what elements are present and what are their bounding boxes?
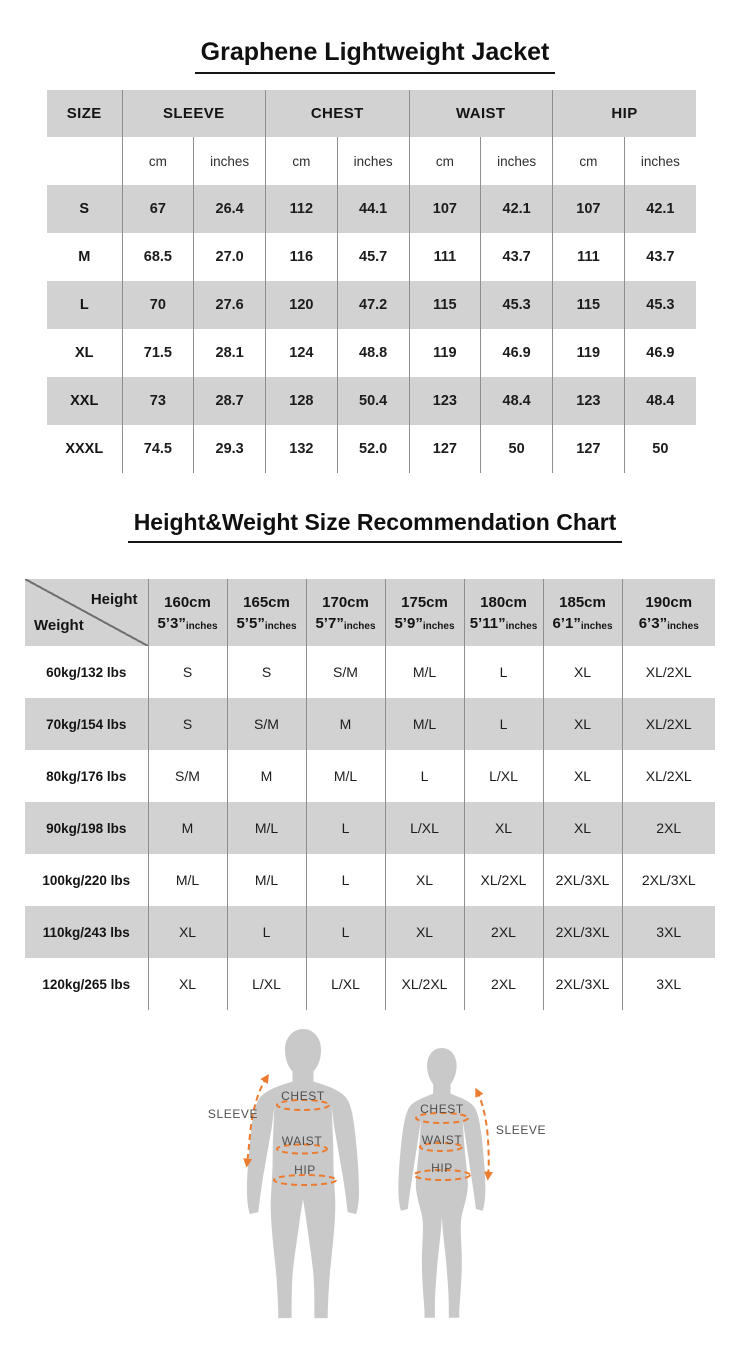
group-header-hip: HIP — [553, 90, 697, 137]
measurement-cell: 128 — [266, 377, 338, 425]
measurement-cell: 115 — [409, 281, 481, 329]
size-recommendation-cell: 2XL/3XL — [543, 906, 622, 958]
size-row-label: S — [47, 185, 122, 233]
size-recommendation-cell: L — [306, 906, 385, 958]
measurement-cell: 119 — [409, 329, 481, 377]
height-unit-label: inches — [505, 620, 538, 632]
recommendation-chart-title: Height&Weight Size Recommendation Chart — [0, 509, 750, 543]
size-recommendation-cell: S/M — [306, 646, 385, 698]
measurement-cell: 124 — [266, 329, 338, 377]
height-header-cell — [464, 579, 543, 646]
size-table-group-header-row — [47, 90, 696, 137]
height-ft-value: 5’7” — [315, 614, 344, 632]
weight-row-label: 70kg/154 lbs — [25, 698, 148, 750]
size-recommendation-cell: XL/2XL — [622, 698, 715, 750]
size-table-row — [47, 281, 696, 329]
measurement-cell: 71.5 — [122, 329, 194, 377]
size-recommendation-cell: S — [148, 698, 227, 750]
unit-header-cm: cm — [266, 137, 338, 185]
size-recommendation-cell: L — [464, 698, 543, 750]
recommendation-header-row — [25, 579, 715, 646]
measurement-cell: 73 — [122, 377, 194, 425]
measurement-cell: 48.4 — [624, 377, 696, 425]
measurement-cell: 43.7 — [624, 233, 696, 281]
measurement-cell: 44.1 — [337, 185, 409, 233]
measurement-cell: 74.5 — [122, 425, 194, 473]
size-row-label: XXL — [47, 377, 122, 425]
size-table-row — [47, 185, 696, 233]
measurement-figures — [0, 1020, 750, 1358]
measurement-cell: 28.1 — [194, 329, 266, 377]
height-unit-label: inches — [580, 620, 613, 632]
unit-header-inches: inches — [624, 137, 696, 185]
measurement-cell: 67 — [122, 185, 194, 233]
weight-row-label: 100kg/220 lbs — [42, 872, 131, 888]
measurement-cell: 115 — [553, 281, 625, 329]
height-axis-label: Height — [90, 591, 138, 608]
recommendation-table — [25, 579, 715, 1010]
group-header-chest: CHEST — [266, 90, 410, 137]
height-ft-value: 6’3” — [638, 614, 668, 632]
size-recommendation-cell: XL — [543, 646, 622, 698]
height-ft-value: 5’5” — [236, 614, 265, 632]
measurement-cell: 116 — [266, 233, 338, 281]
size-recommendation-cell: XL — [543, 750, 622, 802]
height-cm-value: 190cm — [645, 593, 693, 611]
female-silhouette — [398, 1048, 485, 1318]
recommendation-row — [25, 802, 715, 854]
size-recommendation-cell: M — [306, 698, 385, 750]
measurement-cell: 50.4 — [337, 377, 409, 425]
size-recommendation-cell: 2XL/3XL — [543, 854, 622, 906]
measurement-cell: 127 — [409, 425, 481, 473]
height-ft-line — [228, 615, 306, 632]
height-ft-line — [149, 615, 227, 632]
height-header-cell — [306, 579, 385, 646]
size-recommendation-cell: 2XL — [464, 906, 543, 958]
height-unit-label: inches — [343, 620, 376, 632]
size-table-unit-header-row — [47, 137, 696, 185]
size-recommendation-cell: L/XL — [306, 958, 385, 1010]
measurement-cell: 48.4 — [481, 377, 553, 425]
measurement-cell: 46.9 — [624, 329, 696, 377]
measurement-cell: 43.7 — [481, 233, 553, 281]
size-recommendation-cell: M — [148, 802, 227, 854]
measurement-cell: 70 — [122, 281, 194, 329]
units-spacer — [47, 137, 122, 185]
female-chest-label: CHEST — [420, 1102, 464, 1116]
measurement-cell: 26.4 — [194, 185, 266, 233]
height-cm-value: 170cm — [322, 593, 369, 611]
measurement-cell: 28.7 — [194, 377, 266, 425]
measurement-cell: 119 — [553, 329, 625, 377]
height-cm-value: 160cm — [164, 593, 211, 611]
size-recommendation-cell: 2XL/3XL — [543, 958, 622, 1010]
size-table-row — [47, 377, 696, 425]
female-sleeve-label: SLEEVE — [495, 1123, 547, 1137]
measurement-cell: 46.9 — [481, 329, 553, 377]
height-cm-value: 185cm — [559, 593, 606, 611]
measurement-cell: 120 — [266, 281, 338, 329]
measurement-cell: 29.3 — [194, 425, 266, 473]
height-ft-line — [623, 615, 716, 632]
height-unit-label: inches — [264, 620, 297, 632]
measurement-cell: 111 — [553, 233, 625, 281]
height-header-cell — [227, 579, 306, 646]
size-recommendation-cell: XL — [385, 854, 464, 906]
size-recommendation-cell: XL/2XL — [385, 958, 464, 1010]
size-recommendation-cell: S — [227, 646, 306, 698]
measurement-cell: 107 — [409, 185, 481, 233]
measurement-cell: 127 — [553, 425, 625, 473]
recommendation-row — [25, 906, 715, 958]
size-recommendation-cell: M/L — [227, 854, 306, 906]
size-recommendation-cell: M/L — [385, 646, 464, 698]
measurement-cell: 123 — [409, 377, 481, 425]
height-cm-value: 175cm — [401, 593, 448, 611]
height-unit-label: inches — [422, 620, 455, 632]
size-row-label: L — [47, 281, 122, 329]
size-table-row — [47, 233, 696, 281]
size-recommendation-cell: 3XL — [622, 958, 715, 1010]
size-recommendation-cell: XL — [543, 802, 622, 854]
size-table-row — [47, 425, 696, 473]
size-recommendation-cell: XL — [148, 906, 227, 958]
height-ft-value: 6’1” — [552, 614, 581, 632]
size-recommendation-cell: XL — [385, 906, 464, 958]
height-unit-label: inches — [185, 620, 218, 632]
recommendation-row — [25, 958, 715, 1010]
group-header-waist: WAIST — [409, 90, 553, 137]
size-recommendation-cell: 3XL — [622, 906, 715, 958]
height-header-cell — [148, 579, 227, 646]
height-weight-corner-cell — [25, 579, 148, 646]
unit-header-cm: cm — [122, 137, 194, 185]
size-recommendation-cell: L — [385, 750, 464, 802]
size-recommendation-cell: 2XL — [464, 958, 543, 1010]
male-hip-label: HIP — [294, 1163, 316, 1177]
measurement-cell: 111 — [409, 233, 481, 281]
size-table-row — [47, 329, 696, 377]
size-recommendation-cell: 2XL/3XL — [622, 854, 715, 906]
size-recommendation-cell: L/XL — [227, 958, 306, 1010]
size-recommendation-cell: M/L — [385, 698, 464, 750]
measurement-cell: 27.0 — [194, 233, 266, 281]
recommendation-row — [25, 698, 715, 750]
measurement-cell: 107 — [553, 185, 625, 233]
measurement-cell: 52.0 — [337, 425, 409, 473]
measurement-cell: 48.8 — [337, 329, 409, 377]
size-recommendation-cell: M/L — [306, 750, 385, 802]
male-waist-label: WAIST — [281, 1134, 323, 1148]
height-header-cell — [622, 579, 715, 646]
unit-header-inches: inches — [337, 137, 409, 185]
unit-header-cm: cm — [409, 137, 481, 185]
height-ft-line — [386, 615, 464, 632]
height-ft-value: 5’9” — [394, 614, 423, 632]
female-waist-label: WAIST — [421, 1133, 463, 1147]
height-cm-value: 165cm — [243, 593, 290, 611]
size-recommendation-cell: M — [227, 750, 306, 802]
measurement-cell: 42.1 — [481, 185, 553, 233]
size-recommendation-cell: L/XL — [385, 802, 464, 854]
weight-row-label: 80kg/176 lbs — [46, 768, 127, 784]
height-ft-value: 5’3” — [157, 614, 186, 632]
measurement-cell: 42.1 — [624, 185, 696, 233]
size-row-label: M — [78, 249, 91, 265]
recommendation-row — [25, 750, 715, 802]
male-sleeve-label: SLEEVE — [207, 1107, 259, 1121]
size-recommendation-cell: XL/2XL — [622, 646, 715, 698]
unit-header-inches: inches — [481, 137, 553, 185]
measurement-cell: 68.5 — [122, 233, 194, 281]
measurement-cell: 47.2 — [337, 281, 409, 329]
measurement-cell: 123 — [553, 377, 625, 425]
unit-header-inches: inches — [194, 137, 266, 185]
height-ft-line — [465, 615, 543, 632]
size-recommendation-cell: S — [148, 646, 227, 698]
weight-row-label: 120kg/265 lbs — [42, 976, 131, 992]
measurement-cell: 45.3 — [624, 281, 696, 329]
unit-header-cm: cm — [553, 137, 625, 185]
measurement-cell: 112 — [266, 185, 338, 233]
measurement-cell: 50 — [624, 425, 696, 473]
measurement-cell: 45.3 — [481, 281, 553, 329]
size-recommendation-cell: L/XL — [464, 750, 543, 802]
size-recommendation-cell: 2XL — [622, 802, 715, 854]
height-ft-line — [544, 615, 622, 632]
size-chart-title: Graphene Lightweight Jacket — [0, 38, 750, 74]
weight-row-label: 60kg/132 lbs — [46, 664, 127, 680]
group-header-sleeve: SLEEVE — [122, 90, 266, 137]
size-recommendation-cell: L — [306, 854, 385, 906]
recommendation-row — [25, 854, 715, 906]
height-header-cell — [385, 579, 464, 646]
recommendation-row — [25, 646, 715, 698]
size-column-header: SIZE — [47, 90, 122, 137]
female-hip-label: HIP — [431, 1161, 453, 1175]
weight-row-label: 110kg/243 lbs — [25, 906, 148, 958]
height-ft-value: 5’11” — [469, 614, 506, 632]
height-unit-label: inches — [667, 620, 699, 632]
size-recommendation-cell: XL/2XL — [622, 750, 715, 802]
measurement-cell: 27.6 — [194, 281, 266, 329]
weight-row-label: 90kg/198 lbs — [25, 802, 148, 854]
size-recommendation-cell: L — [464, 646, 543, 698]
size-recommendation-cell: M/L — [227, 802, 306, 854]
size-row-label: XL — [74, 345, 94, 361]
measurement-cell: 50 — [481, 425, 553, 473]
size-recommendation-cell: XL — [464, 802, 543, 854]
size-recommendation-cell: M/L — [148, 854, 227, 906]
size-row-label: XXXL — [65, 441, 104, 457]
weight-axis-label: Weight — [34, 617, 84, 634]
size-recommendation-cell: S/M — [148, 750, 227, 802]
size-recommendation-cell: XL — [148, 958, 227, 1010]
height-cm-value: 180cm — [480, 593, 527, 611]
height-ft-line — [307, 615, 385, 632]
height-header-cell — [543, 579, 622, 646]
size-table — [47, 90, 696, 473]
size-recommendation-cell: S/M — [227, 698, 306, 750]
size-recommendation-cell: L — [306, 802, 385, 854]
size-recommendation-cell: XL/2XL — [464, 854, 543, 906]
size-recommendation-cell: XL — [543, 698, 622, 750]
measurement-cell: 132 — [266, 425, 338, 473]
male-chest-label: CHEST — [281, 1089, 325, 1103]
measurement-cell: 45.7 — [337, 233, 409, 281]
size-recommendation-cell: L — [227, 906, 306, 958]
